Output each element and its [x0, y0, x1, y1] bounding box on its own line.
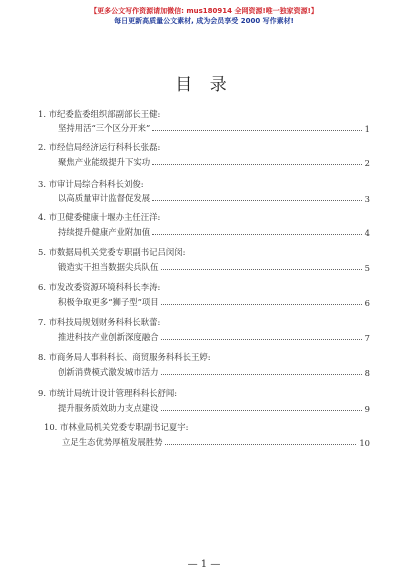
toc-entry-title: 立足生态优势厚植发展胜势	[62, 437, 163, 447]
leader-dots	[161, 304, 362, 305]
toc-entry-heading: 1. 市纪委监委组织部副部长王健:	[38, 109, 161, 119]
toc-entry-title: 创新消费模式激发城市活力	[58, 367, 159, 377]
toc-entry-heading: 8. 市商务局人事科科长、商贸服务科科长王婷:	[38, 352, 211, 362]
toc-page-number: 3	[364, 194, 370, 204]
toc-entry-heading: 9. 市统计局统计设计管理科科长舒闻:	[38, 388, 178, 398]
toc-entry-line	[58, 261, 370, 273]
toc-page-number: 9	[364, 404, 370, 414]
toc-entry-heading: 4. 市卫健委健康十堰办主任汪洋:	[38, 212, 161, 222]
toc-entry-title: 积极争取更多“狮子型”项目	[58, 297, 159, 307]
leader-dots	[152, 130, 361, 131]
toc-entry-line	[62, 436, 370, 448]
leader-dots	[152, 164, 362, 165]
toc-entry-heading: 2. 市经信局经济运行科科长张磊:	[38, 142, 161, 152]
leader-dots	[165, 444, 357, 445]
toc-entry-title: 持续提升健康产业附加值	[58, 227, 151, 237]
toc-page-number: 2	[364, 158, 370, 168]
toc-page-number: 6	[364, 298, 370, 308]
toc-entry-line	[58, 296, 370, 308]
toc-page-number: 5	[364, 263, 370, 273]
toc-entry-line	[58, 192, 370, 204]
leader-dots	[161, 269, 362, 270]
toc-entry-title: 坚持用活“三个区分开来”	[58, 123, 151, 133]
page-footer-number: — 1 —	[187, 559, 221, 570]
toc-page-number: 7	[364, 333, 370, 343]
leader-dots	[152, 234, 362, 235]
toc-entry-line	[58, 156, 370, 168]
toc-page-number: 10	[359, 438, 370, 448]
toc-entry-line	[58, 122, 370, 134]
banner-line-2: 每日更新高质量公文素材, 成为会员享受 2000 写作素材!	[114, 17, 294, 25]
toc-entry-line	[58, 366, 370, 378]
leader-dots	[152, 200, 362, 201]
toc-entry-title: 聚焦产业能级提升下实功	[58, 157, 151, 167]
toc-entry-heading: 6. 市发改委资源环境科科长李涛:	[38, 282, 161, 292]
toc-entry-line	[58, 402, 370, 414]
toc-entry-heading: 3. 市审计局综合科科长刘俊:	[38, 179, 144, 189]
leader-dots	[161, 410, 362, 411]
page-title: 目 录	[175, 75, 233, 95]
leader-dots	[161, 374, 362, 375]
toc-entry-heading: 7. 市科技局规划财务科科长耿蕾:	[38, 317, 161, 327]
toc-entry-title: 以高质量审计监督促发展	[58, 193, 151, 203]
leader-dots	[161, 339, 362, 340]
toc-entry-title: 提升服务质效助力支点建设	[58, 403, 159, 413]
banner-line-1: 【更多公文写作资源请加微信: mus180914 全网资源!唯一独家资源!】	[90, 7, 318, 15]
toc-entry-heading: 5. 市数据局机关党委专职副书记吕闵闵:	[38, 247, 186, 257]
toc-entry-title: 锻造实干担当数据尖兵队伍	[58, 262, 159, 272]
toc-entry-title: 推进科技产业创新深度融合	[58, 332, 159, 342]
toc-page-number: 1	[364, 124, 370, 134]
toc-page-number: 8	[364, 368, 370, 378]
toc-entry-line	[58, 331, 370, 343]
toc-page-number: 4	[364, 228, 370, 238]
toc-entry-heading: 10. 市林业局机关党委专职副书记夏宇:	[44, 422, 189, 432]
header-banner	[0, 6, 408, 26]
toc-entry-line	[58, 226, 370, 238]
